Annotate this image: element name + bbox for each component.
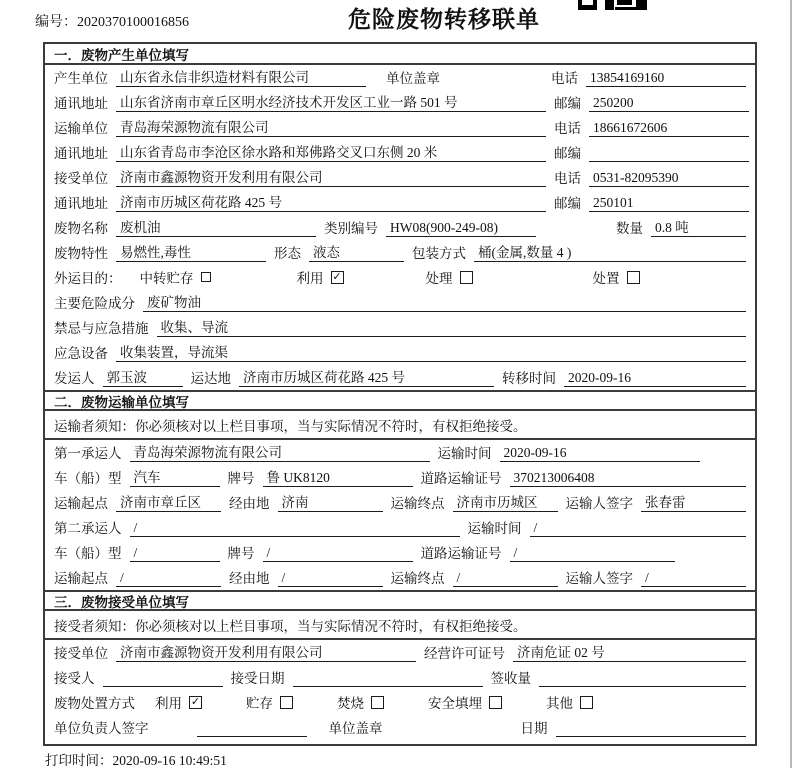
first-carrier-label: 第一承运人	[54, 446, 122, 461]
document-title: 危险废物转移联单	[348, 6, 540, 32]
route1-start-label: 运输起点	[54, 496, 108, 511]
purpose-use-checkbox-checked: ✓	[332, 270, 342, 283]
purpose-dispose-label: 处置	[592, 271, 620, 286]
purpose-transit-storage-checkbox	[201, 272, 211, 282]
purpose-transit-storage	[140, 267, 211, 287]
producer-address-label: 通讯地址	[54, 96, 108, 111]
qr-module	[617, 0, 632, 5]
disposal-burn	[337, 692, 384, 712]
row-producer-address	[45, 90, 755, 115]
receiver-phone-label: 电话	[554, 171, 581, 186]
row-consignor	[45, 365, 755, 390]
waste-traits-value: 易燃性,毒性	[116, 241, 266, 262]
vehicle2-plate-value: /	[263, 545, 413, 562]
route1-start-value: 济南市章丘区	[116, 491, 221, 512]
route1-via-label: 经由地	[229, 496, 270, 511]
section-transport-title: 二．废物运输单位填写	[45, 390, 755, 411]
vehicle1-permit-value: 370213006408	[510, 470, 747, 487]
emergency-equipment-label: 应急设备	[54, 346, 108, 361]
document-number-label: 编号：	[35, 15, 77, 30]
transfer-time-value: 2020-09-16	[564, 370, 746, 387]
print-time: 打印时间：2020-09-16 10:49:51	[45, 753, 227, 768]
receiver-unit-label: 接受单位	[54, 171, 108, 186]
waste-name-value: 废机油	[116, 216, 316, 237]
route2-start-label: 运输起点	[54, 571, 108, 586]
disposal-landfill-label: 安全填埋	[428, 696, 482, 711]
second-transport-time-value: /	[530, 520, 747, 537]
vehicle1-permit-label: 道路运输证号	[420, 471, 502, 486]
row-waste-traits	[45, 240, 755, 265]
producer-address-value: 山东省济南市章丘区明水经济技术开发区工业一路 501 号	[116, 91, 546, 112]
document-number-value: 2020370100016856	[77, 15, 189, 30]
disposal-use-checkbox-checked: ✓	[190, 695, 201, 708]
transport-unit-value: 青岛海荣源物流有限公司	[116, 116, 546, 137]
route2-start-value: /	[116, 570, 221, 587]
waste-package-value: 桶(金属,数量 4 )	[474, 241, 746, 262]
row-vehicle-first	[45, 465, 755, 490]
disposal-store-label: 贮存	[246, 696, 273, 711]
second-carrier-value: /	[130, 520, 460, 537]
route1-sign-label: 运输人签字	[565, 496, 633, 511]
purpose-treat-label: 处理	[425, 271, 453, 286]
receiver-phone-value: 0531-82095390	[589, 170, 749, 187]
consignor-value: 郭玉波	[103, 366, 183, 387]
row-taboo-emergency	[45, 315, 755, 340]
disposal-burn-checkbox	[371, 696, 384, 709]
taboo-emergency-label: 禁忌与应急措施	[54, 321, 149, 336]
vehicle1-type-value: 汽车	[130, 466, 220, 487]
route2-sign-label: 运输人签字	[565, 571, 633, 586]
receiver-unit-value: 济南市鑫源物资开发利用有限公司	[116, 166, 546, 187]
row-receiver-unit-info	[45, 165, 755, 190]
receive-date-value	[293, 671, 483, 687]
disposal-landfill	[428, 692, 502, 712]
purpose-treat-checkbox	[460, 271, 473, 284]
receive-notice-text: 接受者须知：你必须核对以上栏目事项，当与实际情况不符时，有权拒绝接受。	[54, 618, 527, 634]
row-first-carrier	[45, 440, 755, 465]
vehicle1-plate-label: 牌号	[227, 471, 255, 486]
disposal-use	[155, 692, 202, 712]
route1-via-value: 济南	[278, 491, 383, 512]
date-label: 日期	[520, 721, 548, 736]
destination-label: 运达地	[190, 371, 231, 386]
purpose-dispose-checkbox	[627, 271, 640, 284]
emergency-equipment-value: 收集装置，导流渠	[116, 341, 746, 362]
disposal-other-checkbox	[580, 696, 593, 709]
producer-unit-value: 山东省永信非织造材料有限公司	[116, 66, 366, 87]
receiver-zip-value: 250101	[589, 195, 749, 212]
responsible-sign-label: 单位负责人签字	[54, 721, 149, 736]
receive-unit-label: 接受单位	[54, 646, 108, 661]
purpose-treat	[426, 267, 473, 287]
qr-module	[578, 0, 597, 10]
document-header	[0, 0, 796, 40]
waste-name-label: 废物名称	[54, 221, 108, 236]
disposal-landfill-checkbox	[489, 696, 502, 709]
row-transport-address	[45, 140, 755, 165]
row-receive-notice	[45, 611, 755, 640]
route1-end-label: 运输终点	[390, 496, 445, 511]
receiver-zip-label: 邮编	[554, 196, 581, 211]
disposal-store	[246, 692, 293, 712]
row-receive-person	[45, 665, 755, 690]
receive-quantity-value	[539, 671, 746, 687]
date-value	[556, 721, 747, 737]
receive-person-label: 接受人	[54, 671, 95, 686]
row-main-hazard	[45, 290, 755, 315]
row-waste-name	[45, 215, 755, 240]
route2-via-label: 经由地	[229, 571, 270, 586]
taboo-emergency-value: 收集、导流	[157, 316, 747, 337]
row-disposal-method	[45, 690, 755, 715]
vehicle2-plate-label: 牌号	[227, 546, 255, 561]
disposal-use-label: 利用	[155, 696, 182, 711]
qr-module	[605, 0, 614, 10]
transport-phone-label: 电话	[554, 121, 581, 136]
row-receive-unit	[45, 640, 755, 665]
producer-seal-label: 单位盖章	[386, 71, 440, 86]
row-route-first	[45, 490, 755, 515]
waste-package-label: 包装方式	[412, 246, 466, 261]
row-responsible-sign	[45, 715, 755, 740]
waste-form-value: 液态	[309, 241, 404, 262]
disposal-burn-label: 焚烧	[337, 696, 364, 711]
vehicle2-type-value: /	[130, 545, 220, 562]
row-route-second	[45, 565, 755, 590]
destination-value: 济南市历城区荷花路 425 号	[239, 366, 494, 387]
row-transport-unit	[45, 115, 755, 140]
producer-zip-label: 邮编	[554, 96, 581, 111]
first-transport-time-value: 2020-09-16	[500, 445, 700, 462]
disposal-other	[546, 692, 593, 712]
row-second-carrier	[45, 515, 755, 540]
waste-traits-label: 废物特性	[54, 246, 108, 261]
route1-end-value: 济南市历城区	[453, 491, 558, 512]
purpose-dispose	[593, 267, 640, 287]
receive-quantity-label: 签收量	[490, 671, 531, 686]
route2-via-value: /	[278, 570, 383, 587]
form-table	[43, 42, 757, 746]
transport-notice-text: 运输者须知：你必须核对以上栏目事项，当与实际情况不符时，有权拒绝接受。	[54, 418, 527, 434]
license-value: 济南危证 02 号	[513, 641, 746, 662]
route2-end-label: 运输终点	[390, 571, 445, 586]
vehicle2-type-label: 车（船）型	[54, 546, 122, 561]
producer-phone-value: 13854169160	[586, 70, 746, 87]
section-receive-title: 三．废物接受单位填写	[45, 590, 755, 611]
transport-zip-label: 邮编	[554, 146, 581, 161]
vehicle2-permit-label: 道路运输证号	[420, 546, 502, 561]
row-transport-notice	[45, 411, 755, 440]
vehicle1-type-label: 车（船）型	[54, 471, 122, 486]
waste-amount-label: 数量	[616, 221, 643, 236]
receiver-address-value: 济南市历城区荷花路 425 号	[116, 191, 546, 212]
route2-end-value: /	[453, 570, 558, 587]
route1-sign-value: 张春雷	[641, 491, 746, 512]
main-hazard-value: 废矿物油	[143, 291, 746, 312]
producer-unit-label: 产生单位	[54, 71, 108, 86]
vehicle2-permit-value: /	[510, 545, 675, 562]
receive-date-label: 接受日期	[230, 671, 285, 686]
vehicle1-plate-value: 鲁 UK8120	[263, 466, 413, 487]
purpose-use-label: 利用	[296, 271, 324, 286]
transport-zip-value	[589, 146, 749, 162]
row-producer-unit	[45, 65, 755, 90]
first-transport-time-label: 运输时间	[437, 446, 492, 461]
qr-code-fragment	[578, 0, 652, 10]
waste-form-label: 形态	[274, 246, 301, 261]
row-vehicle-second	[45, 540, 755, 565]
producer-phone-label: 电话	[551, 71, 578, 86]
disposal-store-checkbox	[280, 696, 293, 709]
consignor-label: 发运人	[54, 371, 95, 386]
transport-unit-label: 运输单位	[54, 121, 108, 136]
transport-address-label: 通讯地址	[54, 146, 108, 161]
second-carrier-label: 第二承运人	[54, 521, 122, 536]
receive-person-value	[103, 671, 223, 687]
transport-address-value: 山东省青岛市李沧区徐水路和郑佛路交叉口东侧 20 米	[116, 141, 546, 162]
disposal-method-label: 废物处置方式	[54, 696, 135, 711]
producer-zip-value: 250200	[589, 95, 749, 112]
purpose-transit-storage-label: 中转贮存	[139, 271, 194, 286]
page-edge-line	[790, 0, 792, 768]
transfer-time-label: 转移时间	[502, 371, 556, 386]
receive-unit-value: 济南市鑫源物资开发利用有限公司	[116, 641, 416, 662]
route2-sign-value: /	[641, 570, 746, 587]
waste-code-label: 类别编号	[324, 221, 378, 236]
waste-code-value: HW08(900-249-08)	[386, 220, 536, 237]
transport-phone-value: 18661672606	[589, 120, 749, 137]
receiver-address-label: 通讯地址	[54, 196, 108, 211]
first-carrier-value: 青岛海荣源物流有限公司	[130, 441, 430, 462]
second-transport-time-label: 运输时间	[467, 521, 522, 536]
waste-amount-value: 0.8 吨	[651, 216, 746, 237]
disposal-other-label: 其他	[546, 696, 573, 711]
purpose-use	[297, 267, 344, 287]
license-label: 经营许可证号	[424, 646, 505, 661]
purpose-label: 外运目的：	[54, 271, 122, 286]
main-hazard-label: 主要危险成分	[54, 296, 135, 311]
section-producer-title: 一．废物产生单位填写	[45, 44, 755, 65]
row-receiver-address	[45, 190, 755, 215]
row-transfer-purpose	[45, 265, 755, 290]
qr-module	[636, 0, 647, 10]
row-emergency-equipment	[45, 340, 755, 365]
unit-seal-label: 单位盖章	[328, 721, 383, 736]
responsible-sign-value	[197, 721, 307, 737]
